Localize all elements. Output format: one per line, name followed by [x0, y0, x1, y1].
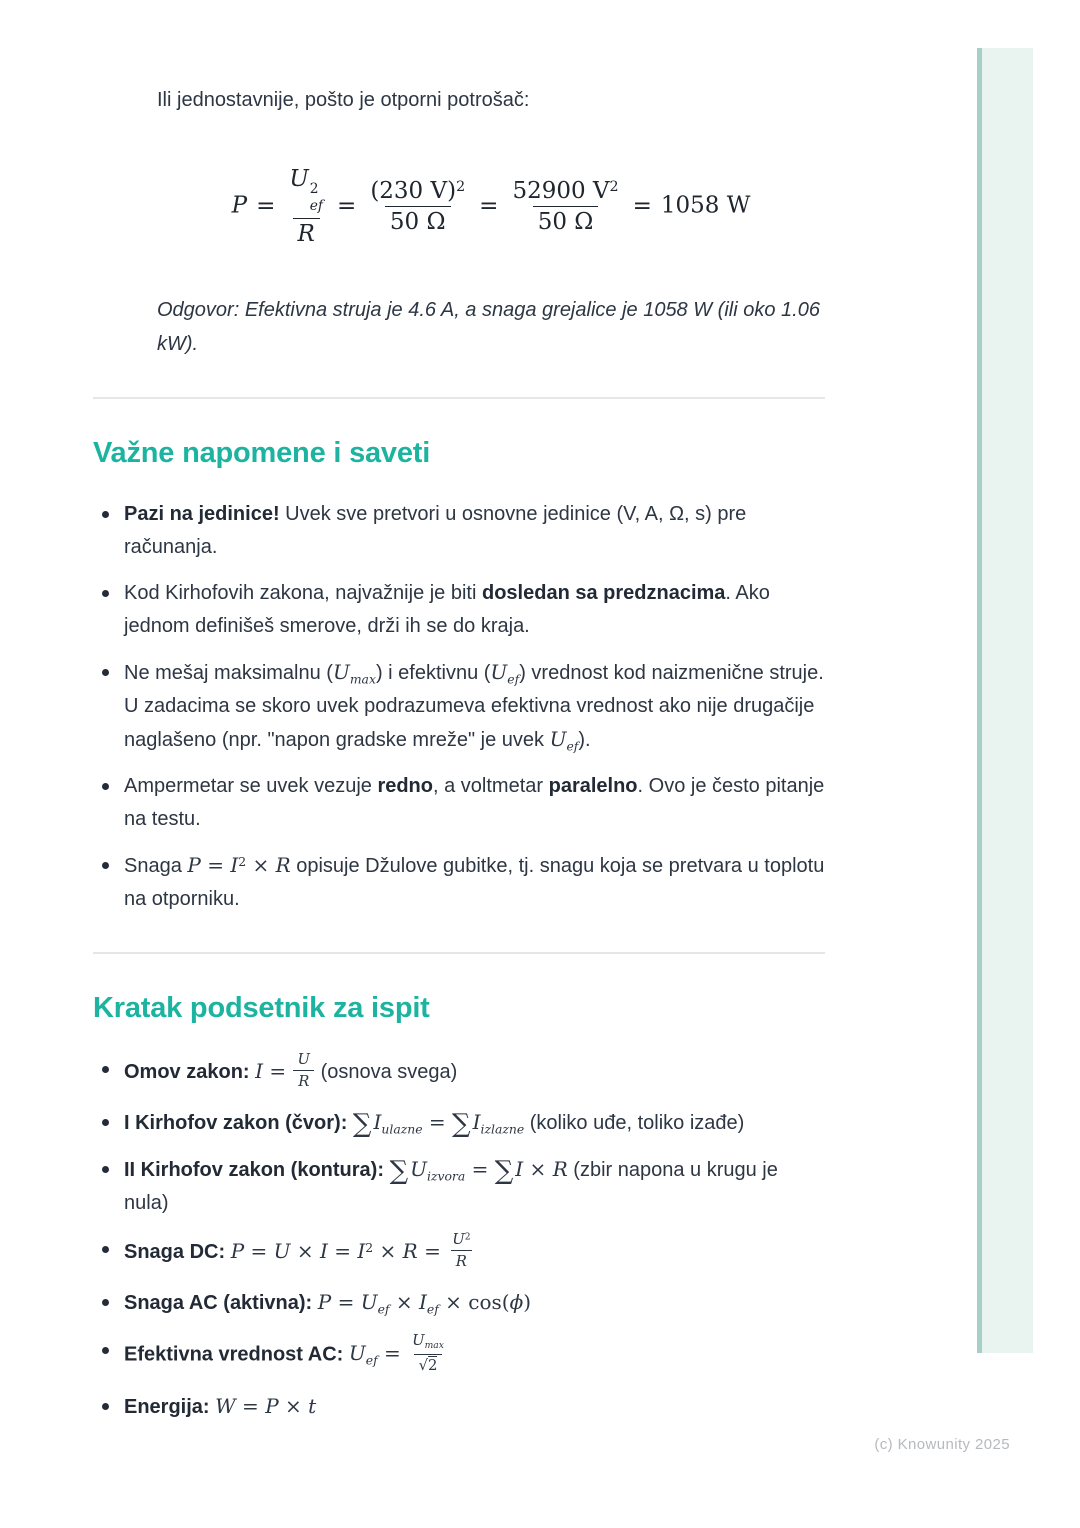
list-item: Ne mešaj maksimalnu $(U_{max})$ i efektivnu $(U_{ef})$ vrednost kod naizmenične struje. U zadacima se skoro uvek podrazumeva efektivna vrednost ako nije drugačije naglašeno (npr. "napon gradske mreže" je uvek $U_{ef}$). — [93, 656, 825, 756]
list-item: Energija: W = P × t — [93, 1390, 825, 1424]
list-item: I Kirhofov zakon (čvor): ∑ $I_{ulazne}$ = ∑ $I_{izlazne}$ (koliko uđe, toliko izađe) — [93, 1106, 825, 1140]
section-divider — [93, 952, 825, 954]
notes-list — [93, 498, 825, 916]
reminder-list — [93, 1050, 825, 1424]
section-divider — [93, 397, 825, 399]
answer-paragraph: Odgovor: Efektivna struja je 4.6 A, a snaga grejalice je 1058 W (ili oko 1.06 kW). — [157, 299, 820, 356]
intro-block — [93, 0, 825, 361]
document-content — [93, 0, 825, 1437]
list-item: Snaga AC (aktivna): $P = U_{ef} \times I_{ef} \times \cos(\phi)$ — [93, 1286, 825, 1320]
lead-paragraph: Ili jednostavnije, pošto je otporni potrošač: — [157, 89, 530, 111]
list-item: Efektivna vrednost AC: $U_{ef}$ = $\frac{U_{max}}{√2}$ — [93, 1334, 825, 1376]
list-item: Snaga DC: $P = U \times I = I^2 \times R$ = $\frac{U^2}{R}$ — [93, 1233, 825, 1272]
page-edge-strip — [977, 48, 1033, 1353]
list-item: Ampermetar se uvek vezuje redno, a voltmetar paralelno. Ovo je često pitanje na testu. — [93, 770, 825, 835]
list-item: Kod Kirhofovih zakona, najvažnije je biti dosledan sa predznacima. Ako jednom definišeš smerove, drži ih se do kraja. — [93, 577, 825, 642]
list-item: Omov zakon: I = $\frac{U}{R}$ (osnova svega) — [93, 1053, 825, 1092]
section-title-reminder: Kratak podsetnik za ispit — [93, 991, 430, 1024]
footer-copyright: (c) Knowunity 2025 — [874, 1436, 1010, 1453]
list-item: Pazi na jedinice! Uvek sve pretvori u osnovne jedinice (V, A, Ω, s) pre računanja. — [93, 498, 825, 563]
section-title-notes: Važne napomene i saveti — [93, 437, 431, 470]
list-item: Snaga $P = I^2 \times R$ opisuje Džulove gubitke, tj. snagu koja se pretvara u toplotu na otporniku. — [93, 849, 825, 915]
display-formula: P = U 2 ef R = $\frac{(230 V)^2}{50 \Omega}$ = $\frac{52900 V^2}{50 \Omega}$ = 1058 W — [231, 166, 751, 247]
list-item: II Kirhofov zakon (kontura): ∑ $U_{izvora}$ = ∑ I × R (zbir napona u krugu je nula) — [93, 1153, 825, 1219]
